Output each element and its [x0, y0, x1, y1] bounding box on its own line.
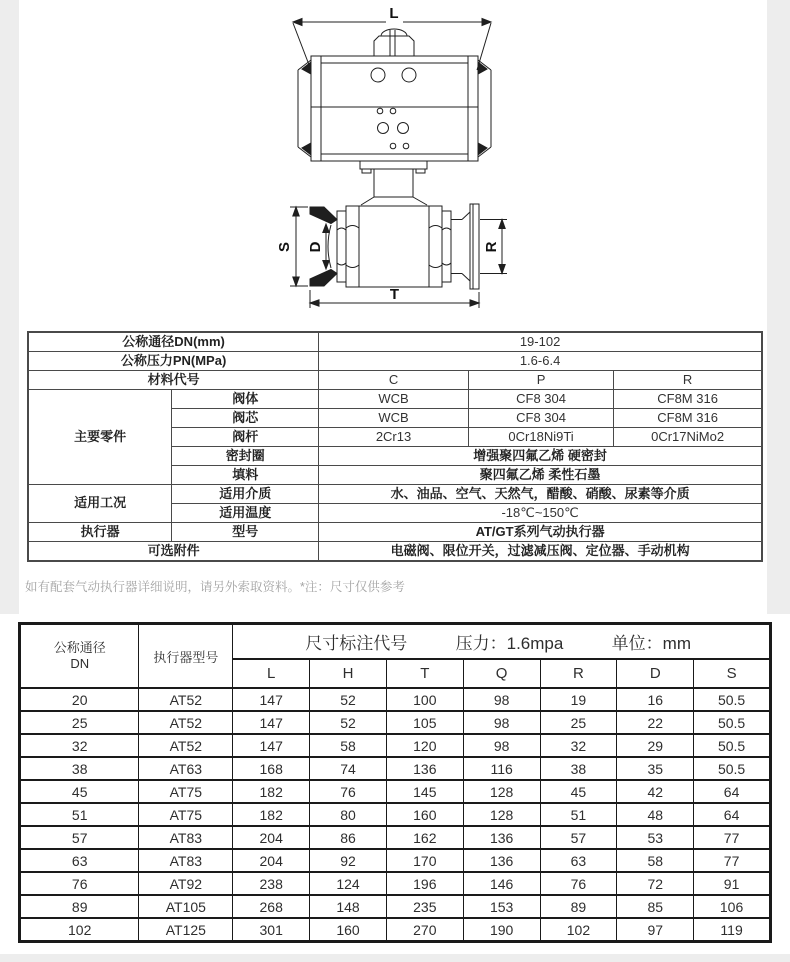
col-header-S: S	[694, 659, 771, 688]
dimension-cell: 50.5	[694, 757, 771, 780]
dimension-cell: 77	[694, 826, 771, 849]
dim-label-L: L	[389, 5, 399, 22]
dimension-cell: 50.5	[694, 734, 771, 757]
part-value: 2Cr13	[319, 428, 469, 447]
cond-name: 适用介质	[172, 485, 319, 504]
accessories-label: 可选附件	[28, 542, 319, 562]
dimension-cell: 32	[540, 734, 617, 757]
part-name: 阀杆	[172, 428, 319, 447]
dn-cell: 20	[20, 688, 139, 711]
dimension-cell: 136	[463, 849, 540, 872]
dimension-cell: 97	[617, 918, 694, 942]
valve-body-outline	[310, 161, 479, 289]
actuator-value: AT/GT系列气动执行器	[319, 523, 762, 542]
dimension-cell: 58	[310, 734, 387, 757]
actuator-model-cell: AT52	[139, 711, 233, 734]
title-pressure: 压力：1.6mpa	[455, 634, 564, 653]
dimension-lines	[290, 19, 507, 309]
dimension-cell: 86	[310, 826, 387, 849]
dimension-cell: 98	[463, 711, 540, 734]
dimension-cell: 170	[386, 849, 463, 872]
part-value: 0Cr17NiMo2	[614, 428, 762, 447]
actuator-model-cell: AT92	[139, 872, 233, 895]
dim-table-row	[20, 688, 771, 711]
actuator-model-cell: AT105	[139, 895, 233, 918]
dimension-cell: 64	[694, 780, 771, 803]
col-header-D: D	[617, 659, 694, 688]
material-code-c: C	[319, 371, 469, 390]
spec-table-wrap	[19, 331, 767, 562]
col-header-H: H	[310, 659, 387, 688]
dimension-cell: 19	[540, 688, 617, 711]
part-name: 密封圈	[172, 447, 319, 466]
accessories-value: 电磁阀、限位开关，过滤减压阀、定位器、手动机构	[319, 542, 762, 562]
actuator-model-column-header: 执行器型号	[139, 624, 233, 689]
dimension-cell: 85	[617, 895, 694, 918]
dimension-cell: 147	[233, 734, 310, 757]
dim-table-row	[20, 734, 771, 757]
dimension-cell: 204	[233, 849, 310, 872]
dimension-cell: 80	[310, 803, 387, 826]
actuator-label: 执行器	[28, 523, 172, 542]
dimension-cell: 102	[540, 918, 617, 942]
main-parts-label: 主要零件	[28, 390, 172, 485]
dim-table-row	[20, 872, 771, 895]
dimension-cell: 120	[386, 734, 463, 757]
actuator-model-cell: AT63	[139, 757, 233, 780]
actuator-model-cell: AT83	[139, 849, 233, 872]
dimension-cell: 116	[463, 757, 540, 780]
title-unit: 单位：mm	[611, 634, 691, 653]
actuator-model-cell: AT83	[139, 826, 233, 849]
spec-row-pn	[28, 352, 762, 371]
dimension-cell: 48	[617, 803, 694, 826]
dimension-cell: 148	[310, 895, 387, 918]
cond-value: 水、油品、空气、天然气，醋酸、硝酸、尿素等介质	[319, 485, 762, 504]
part-name: 填料	[172, 466, 319, 485]
dim-table-title	[233, 624, 771, 660]
dimension-cell: 182	[233, 780, 310, 803]
part-value: WCB	[319, 409, 469, 428]
part-value: CF8 304	[468, 409, 613, 428]
part-value: CF8M 316	[614, 390, 762, 409]
dn-cell: 51	[20, 803, 139, 826]
dimension-cell: 105	[386, 711, 463, 734]
dimension-cell: 160	[310, 918, 387, 942]
dn-label: 公称通径DN(mm)	[28, 332, 319, 352]
dn-header-line2: DN	[70, 656, 90, 671]
actuator-model-cell: AT125	[139, 918, 233, 942]
dimension-cell: 77	[694, 849, 771, 872]
material-code-label: 材料代号	[28, 371, 319, 390]
dimension-cell: 136	[386, 757, 463, 780]
dimension-cell: 72	[617, 872, 694, 895]
dimension-cell: 63	[540, 849, 617, 872]
dimension-cell: 98	[463, 734, 540, 757]
spec-row-accessories	[28, 542, 762, 562]
dimension-cell: 76	[540, 872, 617, 895]
dimension-cell: 16	[617, 688, 694, 711]
dimension-cell: 162	[386, 826, 463, 849]
spec-row-medium	[28, 485, 762, 504]
dn-value: 19-102	[319, 332, 762, 352]
dim-table-row	[20, 918, 771, 942]
valve-technical-drawing	[150, 0, 650, 330]
dimension-cell: 22	[617, 711, 694, 734]
dimension-cell: 182	[233, 803, 310, 826]
dimension-cell: 235	[386, 895, 463, 918]
working-condition-label: 适用工况	[28, 485, 172, 523]
dimension-cell: 51	[540, 803, 617, 826]
actuator-outline	[298, 29, 491, 161]
dimension-cell: 204	[233, 826, 310, 849]
dn-cell: 76	[20, 872, 139, 895]
spec-row-actuator	[28, 523, 762, 542]
dim-table-row	[20, 757, 771, 780]
dimension-cell: 100	[386, 688, 463, 711]
actuator-type-label: 型号	[172, 523, 319, 542]
col-header-R: R	[540, 659, 617, 688]
dimension-cell: 76	[310, 780, 387, 803]
dim-label-R: R	[483, 241, 500, 253]
part-value: WCB	[319, 390, 469, 409]
dn-column-header	[20, 624, 139, 689]
dimension-cell: 42	[617, 780, 694, 803]
spec-row-dn	[28, 332, 762, 352]
dimension-cell: 160	[386, 803, 463, 826]
dimension-cell: 106	[694, 895, 771, 918]
actuator-model-cell: AT52	[139, 688, 233, 711]
dimension-cell: 74	[310, 757, 387, 780]
part-value: CF8 304	[468, 390, 613, 409]
dn-cell: 45	[20, 780, 139, 803]
dim-table-section	[0, 614, 790, 954]
cond-name: 适用温度	[172, 504, 319, 523]
dim-label-S: S	[276, 241, 293, 253]
dimension-cell: 91	[694, 872, 771, 895]
dimension-cell: 58	[617, 849, 694, 872]
pn-label: 公称压力PN(MPa)	[28, 352, 319, 371]
spec-table	[27, 331, 763, 562]
dn-cell: 32	[20, 734, 139, 757]
col-header-T: T	[386, 659, 463, 688]
dimension-cell: 57	[540, 826, 617, 849]
part-value: 0Cr18Ni9Ti	[468, 428, 613, 447]
dimension-cell: 270	[386, 918, 463, 942]
title-dimension-code: 尺寸标注代号	[305, 634, 408, 653]
dimension-cell: 268	[233, 895, 310, 918]
dim-table-row	[20, 849, 771, 872]
dimension-cell: 146	[463, 872, 540, 895]
actuator-model-cell: AT52	[139, 734, 233, 757]
dimension-cell: 190	[463, 918, 540, 942]
part-value: 增强聚四氟乙烯 硬密封	[319, 447, 762, 466]
dimension-cell: 50.5	[694, 711, 771, 734]
dimension-cell: 136	[463, 826, 540, 849]
dimension-cell: 89	[540, 895, 617, 918]
dn-header-line1: 公称通径	[53, 640, 106, 655]
dn-cell: 102	[20, 918, 139, 942]
dim-table-body	[20, 688, 771, 942]
top-card	[19, 0, 767, 614]
dimension-cell: 52	[310, 711, 387, 734]
part-value: 聚四氟乙烯 柔性石墨	[319, 466, 762, 485]
dim-table-row	[20, 826, 771, 849]
dimension-cell: 53	[617, 826, 694, 849]
dimension-cell: 50.5	[694, 688, 771, 711]
material-code-p: P	[468, 371, 613, 390]
actuator-model-cell: AT75	[139, 803, 233, 826]
dimension-cell: 196	[386, 872, 463, 895]
col-header-Q: Q	[463, 659, 540, 688]
dimension-cell: 147	[233, 688, 310, 711]
dimension-cell: 168	[233, 757, 310, 780]
dn-cell: 89	[20, 895, 139, 918]
actuator-model-cell: AT75	[139, 780, 233, 803]
dimension-cell: 128	[463, 780, 540, 803]
dimension-cell: 301	[233, 918, 310, 942]
dim-label-T: T	[389, 286, 400, 303]
dimension-cell: 64	[694, 803, 771, 826]
technical-drawing-area	[19, 0, 767, 331]
dim-table-row	[20, 895, 771, 918]
dim-table-row	[20, 711, 771, 734]
dimension-cell: 38	[540, 757, 617, 780]
dn-cell: 25	[20, 711, 139, 734]
dimension-cell: 98	[463, 688, 540, 711]
dim-table-row	[20, 780, 771, 803]
dim-table	[18, 622, 772, 943]
dimension-cell: 119	[694, 918, 771, 942]
dimension-cell: 147	[233, 711, 310, 734]
material-code-r: R	[614, 371, 762, 390]
pn-value: 1.6-6.4	[319, 352, 762, 371]
dn-cell: 57	[20, 826, 139, 849]
dimension-cell: 29	[617, 734, 694, 757]
dimension-cell: 45	[540, 780, 617, 803]
dimension-cell: 35	[617, 757, 694, 780]
dimension-cell: 153	[463, 895, 540, 918]
note-text: 如有配套气动执行器详细说明，请另外索取资料。*注：尺寸仅供参考	[25, 580, 405, 594]
dn-cell: 63	[20, 849, 139, 872]
part-value: CF8M 316	[614, 409, 762, 428]
part-name: 阀芯	[172, 409, 319, 428]
spec-row-material-code	[28, 371, 762, 390]
dn-cell: 38	[20, 757, 139, 780]
col-header-L: L	[233, 659, 310, 688]
dimension-cell: 238	[233, 872, 310, 895]
part-name: 阀体	[172, 390, 319, 409]
dim-label-D: D	[307, 241, 324, 253]
dimension-cell: 128	[463, 803, 540, 826]
dim-table-header-row-1	[20, 624, 771, 660]
dimension-cell: 145	[386, 780, 463, 803]
dimension-cell: 124	[310, 872, 387, 895]
dimension-cell: 52	[310, 688, 387, 711]
spec-row-body	[28, 390, 762, 409]
cond-value: -18℃~150℃	[319, 504, 762, 523]
dim-table-row	[20, 803, 771, 826]
dimension-cell: 25	[540, 711, 617, 734]
dimension-cell: 92	[310, 849, 387, 872]
